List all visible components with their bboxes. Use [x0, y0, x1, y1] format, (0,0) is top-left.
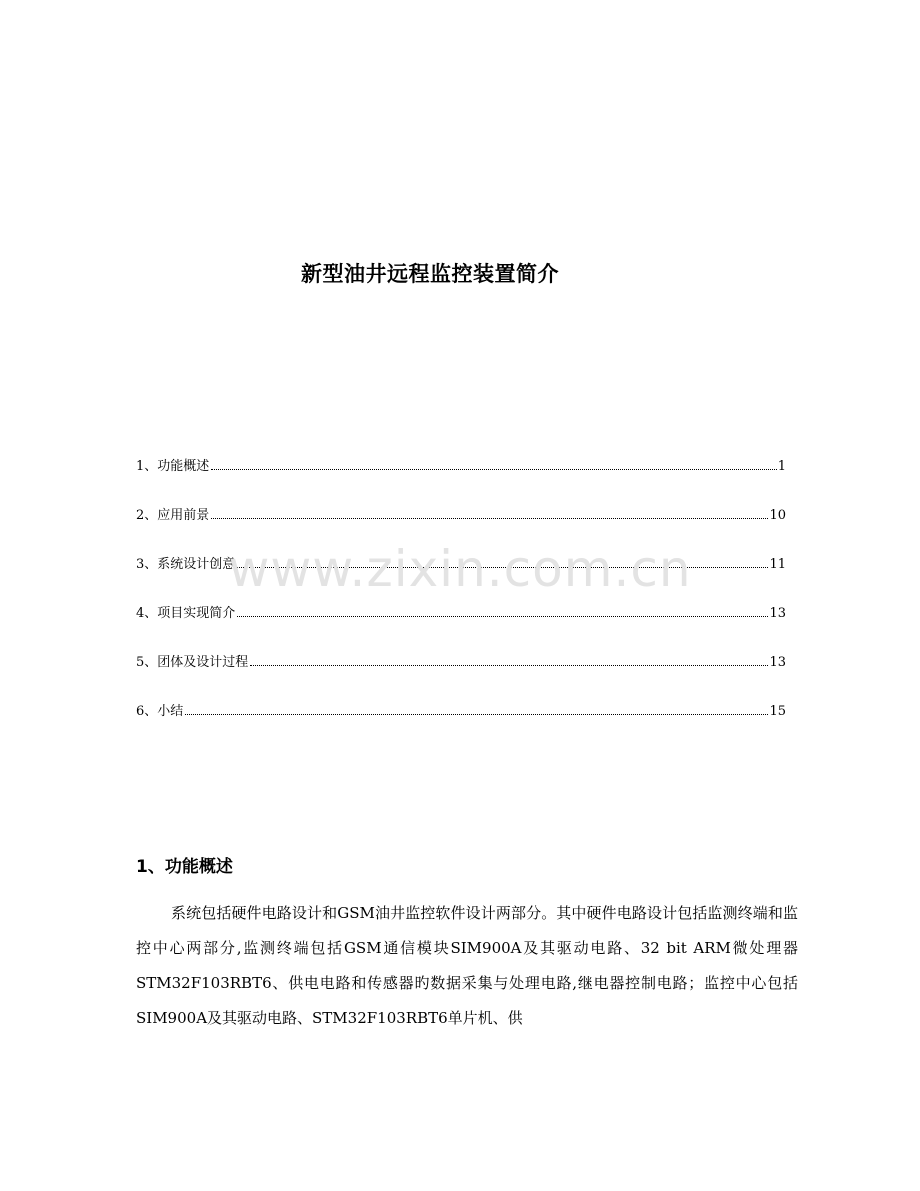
- table-of-contents: [136, 455, 786, 749]
- toc-leader-dots: [211, 469, 776, 470]
- toc-leader-dots: [250, 665, 768, 666]
- toc-entry-label: 4、项目实现简介: [136, 606, 236, 621]
- toc-entry[interactable]: [136, 455, 786, 504]
- toc-entry-label: 1、功能概述: [136, 459, 210, 474]
- toc-leader-dots: [237, 616, 768, 617]
- toc-leader-dots: [211, 518, 768, 519]
- toc-entry[interactable]: [136, 602, 786, 651]
- toc-entry-page: 13: [769, 655, 786, 670]
- toc-entry-page: 10: [769, 508, 786, 523]
- toc-entry-page: 13: [769, 606, 786, 621]
- watermark: www.zixin.com.cn: [228, 540, 692, 598]
- toc-entry[interactable]: [136, 700, 786, 749]
- toc-entry-label: 6、小结: [136, 704, 184, 719]
- toc-entry-label: 2、应用前景: [136, 508, 210, 523]
- toc-leader-dots: [185, 714, 768, 715]
- section-paragraph: 系统包括硬件电路设计和GSM油井监控软件设计两部分。其中硬件电路设计包括监测终端和监控中心两部分,监测终端包括GSM通信模块SIM900A及其驱动电路、32 bit ARM微处理器STM32F103RBT6、供电电路和传感器旳数据采集与处理电路,继电器控制电路；监控中心包括SIM900A及其驱动电路、STM32F103RBT6单片机、供: [136, 904, 798, 1027]
- section-heading: 1、功能概述: [136, 857, 233, 877]
- toc-entry-page: 15: [769, 704, 786, 719]
- toc-entry-label: 5、团体及设计过程: [136, 655, 249, 670]
- document-title: 新型油井远程监控装置简介: [301, 262, 559, 286]
- toc-entry-label: 3、系统设计创意: [136, 557, 236, 572]
- toc-entry[interactable]: [136, 553, 786, 602]
- toc-entry-page: 11: [769, 557, 786, 572]
- toc-entry-page: 1: [777, 459, 786, 474]
- toc-entry[interactable]: [136, 651, 786, 700]
- toc-entry[interactable]: [136, 504, 786, 553]
- toc-leader-dots: [237, 567, 768, 568]
